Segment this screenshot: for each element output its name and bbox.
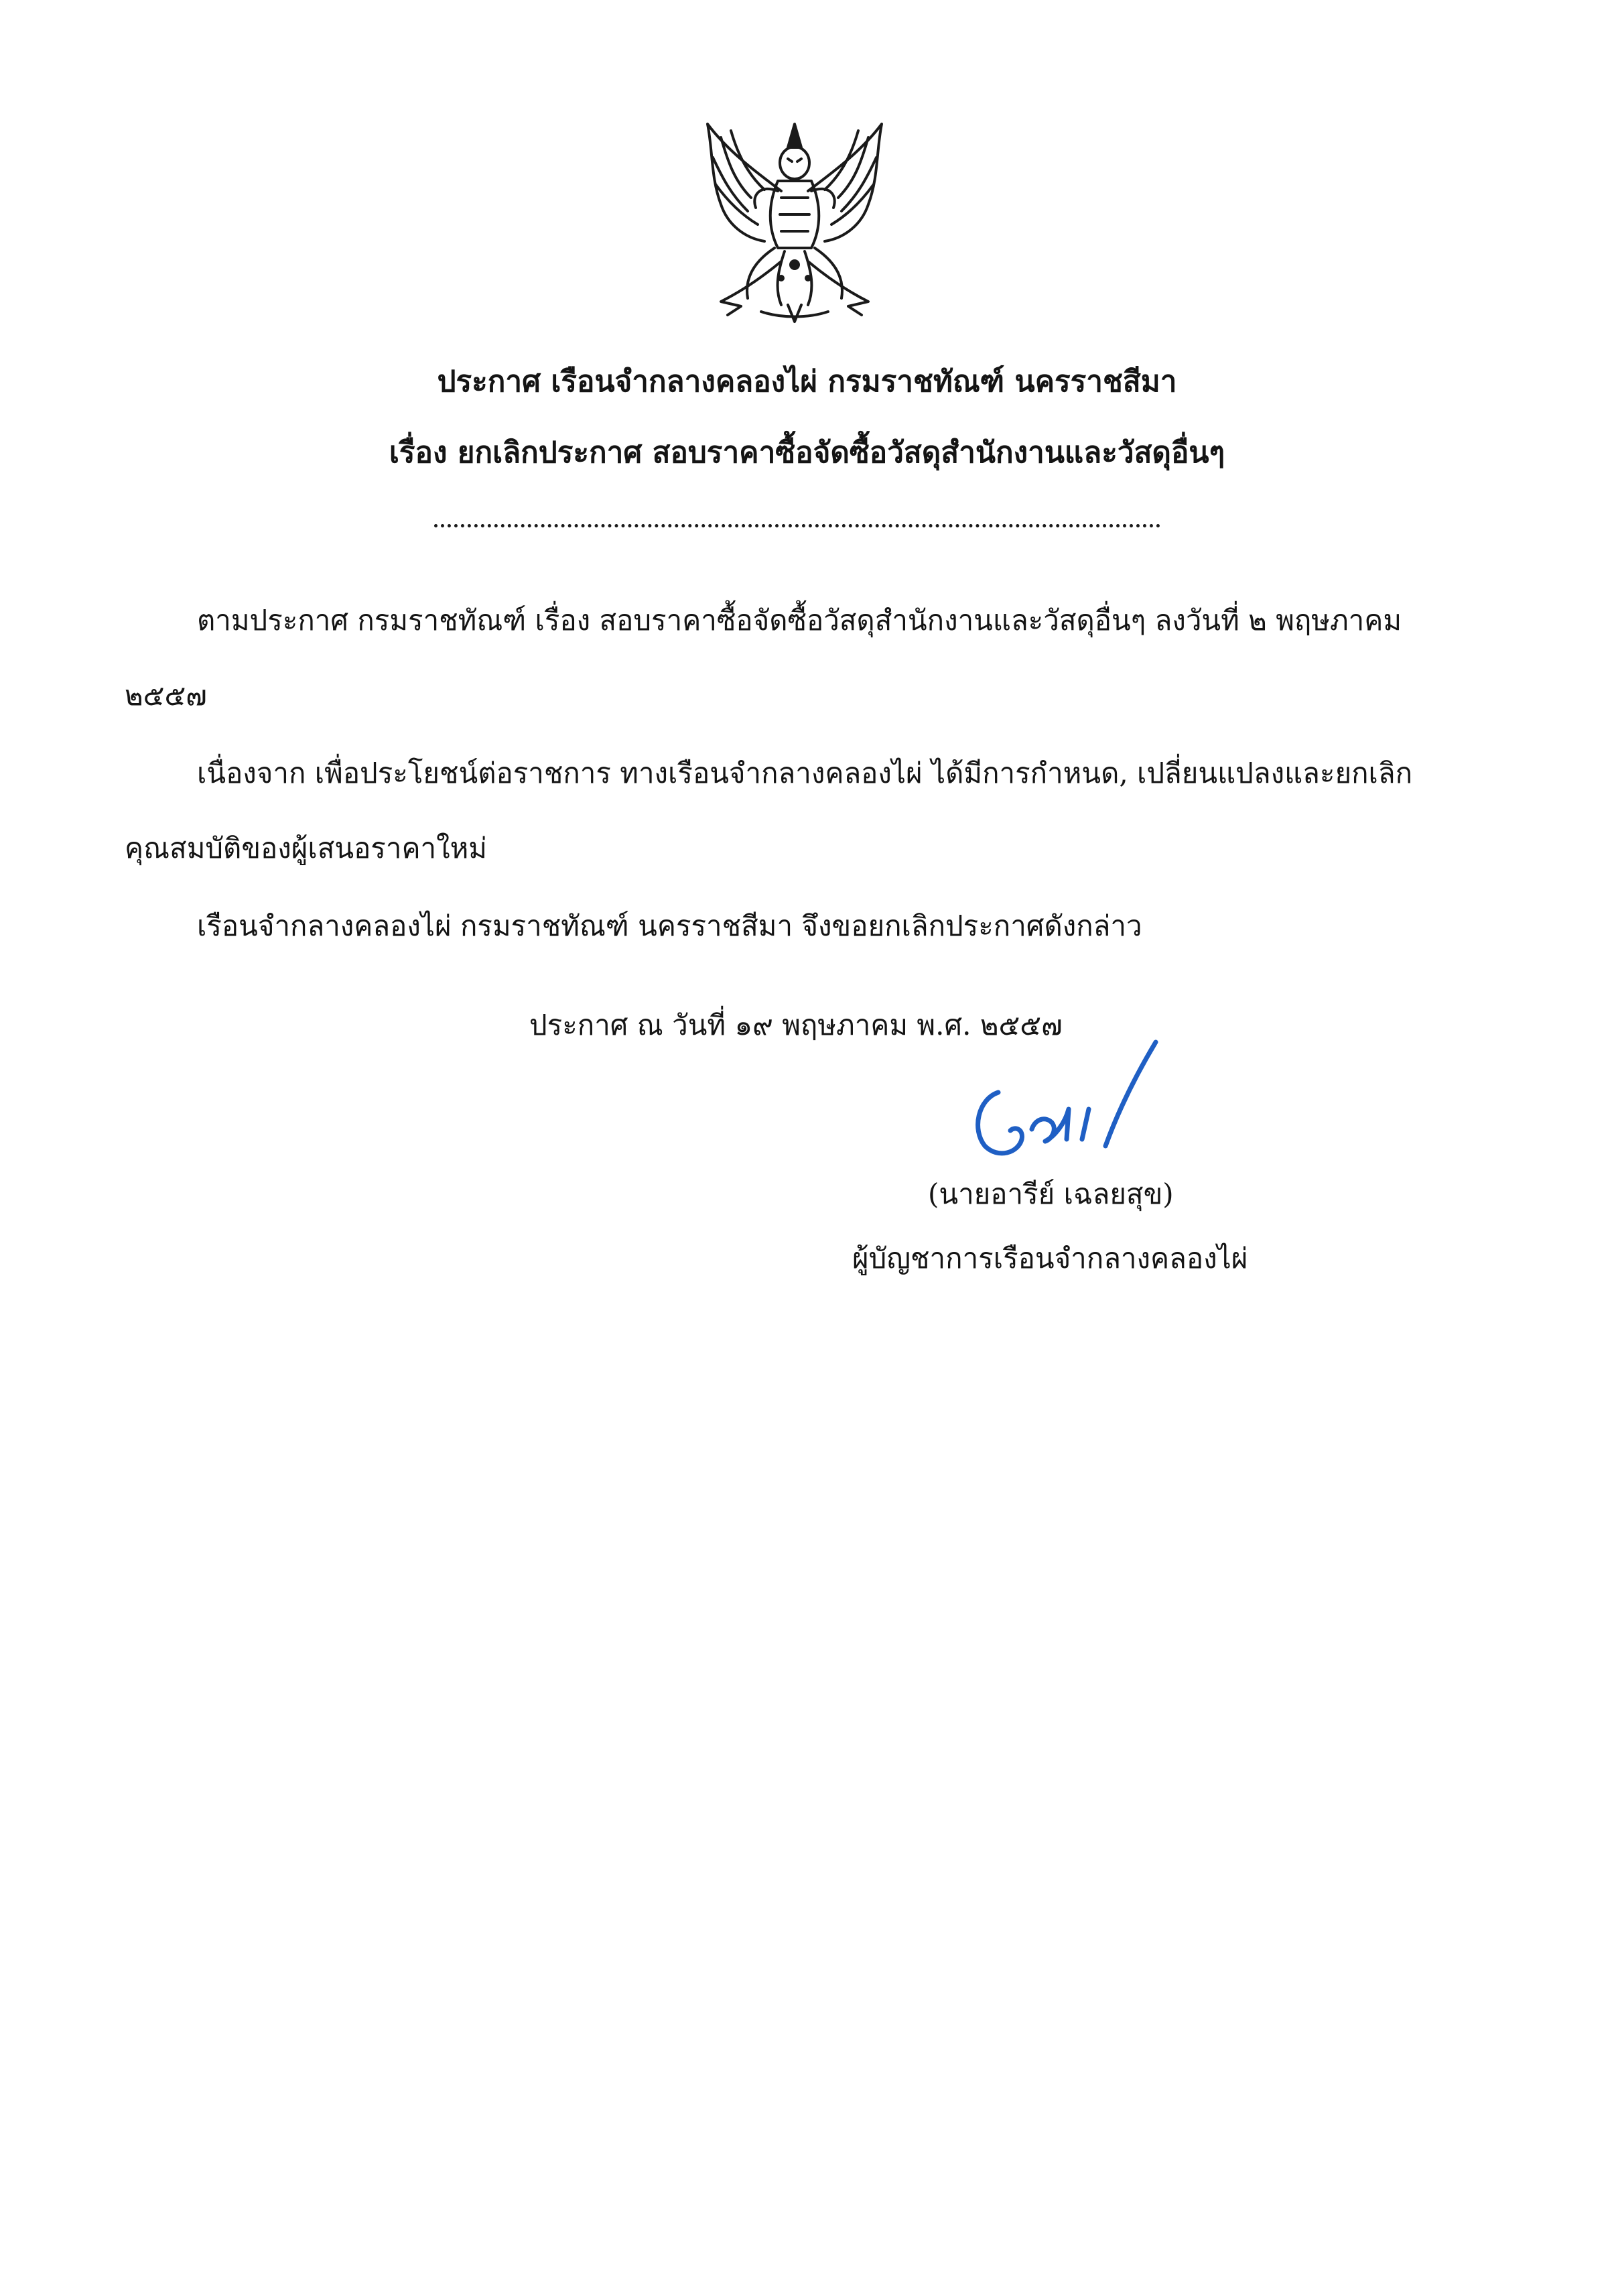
body-paragraph: เรือนจำกลางคลองไผ่ กรมราชทัณฑ์ นครราชสีมา จึงขอยกเลิกประกาศดังกล่าว <box>197 909 1142 942</box>
garuda-emblem-icon <box>681 111 909 332</box>
announcement-date: ประกาศ ณ วันที่ ๑๙ พฤษภาคม พ.ศ. ๒๕๕๗ <box>529 1009 1063 1041</box>
body-paragraph: ตามประกาศ กรมราชทัณฑ์ เรื่อง สอบราคาซื้อจัดซื้อวัสดุสำนักงานและวัสดุอื่นๆ ลงวันที่ ๒ พฤษภาคม ๒๕๕๗ <box>125 604 1402 712</box>
signer-position: ผู้บัญชาการเรือนจำกลางคลองไผ่ <box>852 1242 1248 1275</box>
signer-name: (นายอารีย์ เฉลยสุข) <box>928 1177 1174 1210</box>
announcement-subject: เรื่อง ยกเลิกประกาศ สอบราคาซื้อจัดซื้อวัสดุสำนักงานและวัสดุอื่นๆ <box>389 436 1225 470</box>
handwritten-signature-icon <box>951 1029 1166 1183</box>
body-paragraph: เนื่องจาก เพื่อประโยชน์ต่อราชการ ทางเรือนจำกลางคลองไผ่ ได้มีการกำหนด, เปลี่ยนแปลงและยกเลิกคุณสมบัติของผู้เสนอราคาใหม่ <box>125 757 1413 865</box>
dotted-divider <box>434 524 1160 527</box>
announcement-title: ประกาศ เรือนจำกลางคลองไผ่ กรมราชทัณฑ์ นครราชสีมา <box>437 365 1177 399</box>
